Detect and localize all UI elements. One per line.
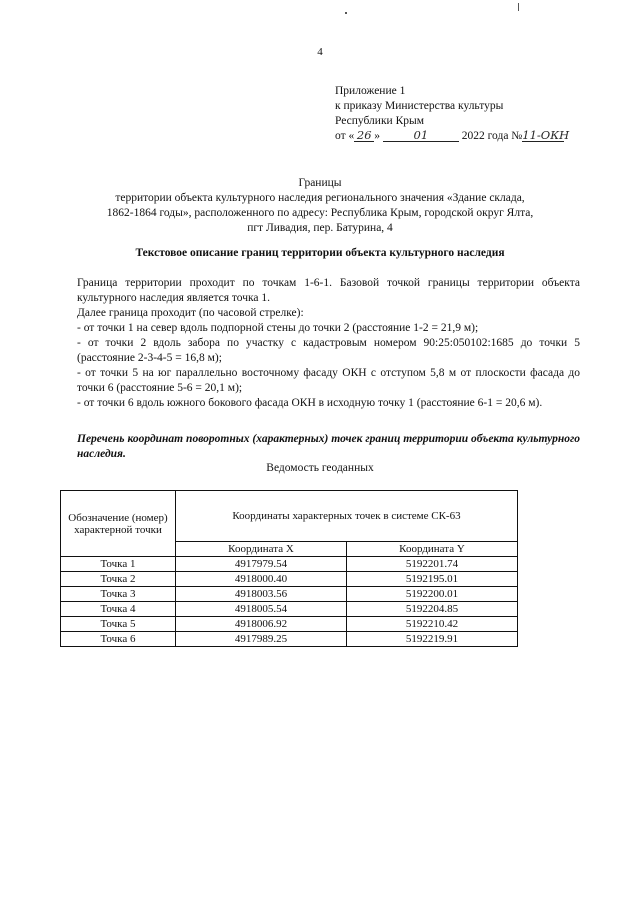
appendix-line-1: Приложение 1 [335, 85, 406, 97]
table-row [61, 617, 518, 632]
coord-y: 5192195.01 [346, 572, 517, 587]
date-day: 26 [354, 129, 374, 142]
point-name: Точка 4 [61, 602, 176, 617]
coord-y: 5192204.85 [346, 602, 517, 617]
header-x: Координата X [176, 542, 347, 557]
coord-x: 4917989.25 [176, 632, 347, 647]
coordinates-table [60, 490, 518, 647]
point-name: Точка 3 [61, 587, 176, 602]
order-date-line [335, 128, 570, 144]
desc-paragraph-2: Далее граница проходит (по часовой стрелке): [77, 307, 304, 319]
coord-y: 5192219.91 [346, 632, 517, 647]
desc-paragraph-6: - от точки 6 вдоль южного бокового фасада ОКН в исходную точку 1 (расстояние 6-1 = 20,6 м). [77, 397, 543, 409]
date-prefix: от « [335, 130, 355, 142]
table-row [61, 572, 518, 587]
point-name: Точка 6 [61, 632, 176, 647]
document-title [60, 176, 580, 236]
coord-x: 4918006.92 [176, 617, 347, 632]
coord-y: 5192200.01 [346, 587, 517, 602]
title-line-2: территории объекта культурного наследия регионального значения «Здание склада, [115, 192, 525, 204]
date-month: 01 [383, 129, 459, 142]
title-line-3: 1862-1864 годы», расположенного по адресу: Республика Крым, городской округ Ялта, [106, 207, 534, 219]
page-number: 4 [317, 46, 323, 58]
appendix-block [335, 84, 570, 144]
table-row [61, 632, 518, 647]
desc-paragraph-5: - от точки 5 на юг параллельно восточному фасаду ОКН с отступом 5,8 м от плоскости фасада до точки 6 (расстояние 5-6 = 20,1 м); [77, 367, 580, 394]
point-name: Точка 5 [61, 617, 176, 632]
table-row [61, 602, 518, 617]
order-number: 11-ОКН [522, 128, 570, 142]
table-row [61, 557, 518, 572]
point-name: Точка 1 [61, 557, 176, 572]
coord-x: 4918005.54 [176, 602, 347, 617]
date-year: 2022 года № [461, 130, 523, 142]
desc-paragraph-3: - от точки 1 на север вдоль подпорной стены до точки 2 (расстояние 1-2 = 21,9 м); [77, 322, 479, 334]
scan-mark-line [518, 3, 519, 11]
date-mid: » [374, 130, 380, 142]
header-y: Координата Y [346, 542, 517, 557]
sheet-title: Ведомость геоданных [266, 462, 374, 474]
coord-x: 4918003.56 [176, 587, 347, 602]
header-coord-system: Координаты характерных точек в системе СК-63 [176, 491, 518, 542]
point-name: Точка 2 [61, 572, 176, 587]
scan-mark-dot [345, 12, 347, 14]
coord-y: 5192201.74 [346, 557, 517, 572]
desc-paragraph-1: Граница территории проходит по точкам 1-6-1. Базовой точкой границы территории объекта культурного наследия является точка 1. [77, 277, 580, 304]
title-line-4: пгт Ливадия, пер. Батурина, 4 [247, 222, 393, 234]
appendix-line-2: к приказу Министерства культуры [335, 100, 504, 112]
section-subtitle: Текстовое описание границ территории объекта культурного наследия [135, 247, 505, 259]
coord-x: 4918000.40 [176, 572, 347, 587]
coord-y: 5192210.42 [346, 617, 517, 632]
boundary-description [77, 276, 580, 411]
coord-x: 4917979.54 [176, 557, 347, 572]
desc-paragraph-4: - от точки 2 вдоль забора по участку с кадастровым номером 90:25:050102:1685 до точки 5 (расстояние 2-3-4-5 = 16,8 м); [77, 337, 580, 364]
coords-heading: Перечень координат поворотных (характерных) точек границ территории объекта культурного наследия. [77, 433, 580, 460]
appendix-line-3: Республики Крым [335, 115, 424, 127]
header-designation: Обозначение (номер) характерной точки [61, 491, 176, 557]
table-header-row [61, 491, 518, 542]
title-line-1: Границы [298, 177, 342, 189]
table-row [61, 587, 518, 602]
